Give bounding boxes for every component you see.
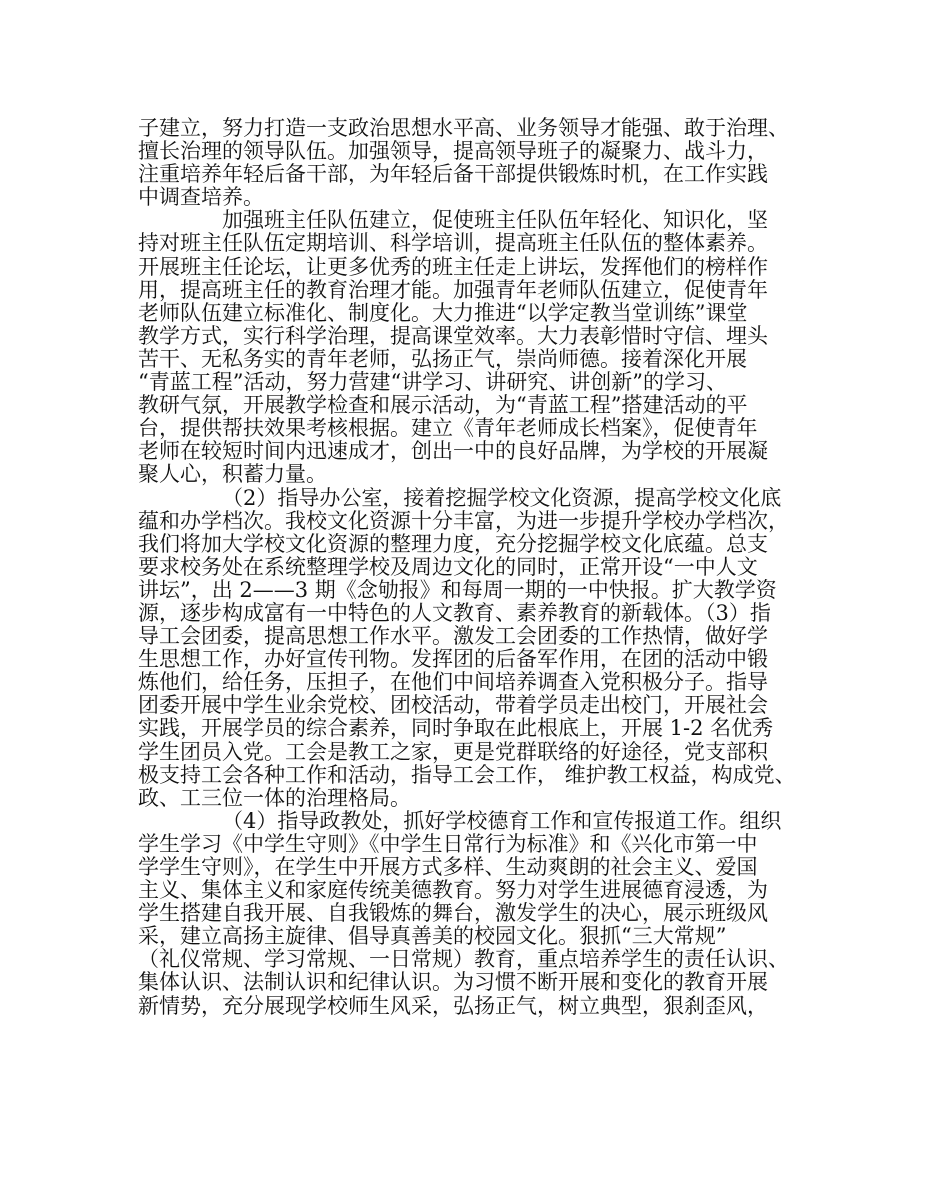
text-line: 台，提供帮扶效果考核根据。建立《青年老师成长档案》，促使青年: [138, 416, 758, 441]
text-line: 学生学习《中学生守则》《中学生日常行为标准》和《兴化市第一中: [138, 831, 758, 856]
text-line: 采，建立高扬主旋律、倡导真善美的校园文化。狠抓“三大常规”: [138, 924, 727, 949]
text-line: “青蓝工程”活动，努力营建“讲学习、讲研究、讲创新”的学习、: [138, 370, 727, 395]
text-line: 我们将加大学校文化资源的整理力度，充分挖掘学校文化底蕴。总支: [138, 531, 768, 556]
text-line: 政、工三位一体的治理格局。: [138, 785, 411, 810]
text-line: 开展班主任论坛，让更多优秀的班主任走上讲坛，发挥他们的榜样作: [138, 254, 768, 279]
text-line: 讲坛”，出 2——3 期《念劬报》和每周一期的一中快报。扩大教学资: [138, 577, 777, 602]
text-line: 学生团员入党。工会是教工之家，更是党群联络的好途径，党支部积: [138, 739, 768, 764]
text-line: 中调查培养。: [138, 185, 264, 210]
text-line: 教研气氛，开展教学检查和展示活动，为“青蓝工程”搭建活动的平: [138, 393, 748, 418]
text-line: 子建立，努力打造一支政治思想水平高、业务领导才能强、敢于治理、: [138, 116, 789, 140]
paragraph-first-line: 加强班主任队伍建立，促使班主任队伍年轻化、知识化，坚: [222, 208, 768, 233]
text-line: 新情势，充分展现学校师生风采，弘扬正气，树立典型，狠刹歪风，: [138, 993, 768, 1018]
text-line: 源，逐步构成富有一中特色的人文教育、素养教育的新载体。（3）指: [138, 600, 771, 625]
text-line: （礼仪常规、学习常规、一日常规）教育，重点培养学生的责任认识、: [138, 947, 789, 972]
text-line: 团委开展中学生业余党校、团校活动，带着学员走出校门，开展社会: [138, 693, 768, 718]
paragraph-first-line: （2）指导办公室，接着挖掘学校文化资源，提高学校文化底: [222, 485, 782, 510]
text-line: 要求校务处在系统整理学校及周边文化的同时，正常开设“一中人文: [138, 554, 758, 579]
text-line: 老师在较短时间内迅速成才，创出一中的良好品牌，为学校的开展凝: [138, 439, 768, 464]
text-line: 主义、集体主义和家庭传统美德教育。努力对学生进展德育浸透，为: [138, 878, 768, 903]
text-line: 持对班主任队伍定期培训、科学培训，提高班主任队伍的整体素养。: [138, 231, 768, 256]
text-line: 集体认识、法制认识和纪律认识。为习惯不断开展和变化的教育开展: [138, 970, 768, 995]
text-line: 用，提高班主任的教育治理才能。加强青年老师队伍建立，促使青年: [138, 277, 768, 302]
text-line: 实践，开展学员的综合素养，同时争取在此根底上，开展 1-2 名优秀: [138, 716, 774, 741]
text-line: 导工会团委，提高思想工作水平。激发工会团委的工作热情，做好学: [138, 624, 768, 649]
text-line: 学学生守则》，在学生中开展方式多样、生动爽朗的社会主义、爱国: [138, 855, 758, 879]
text-line: 炼他们，给任务，压担子，在他们中间培养调查入党积极分子。指导: [138, 670, 768, 695]
text-line: 教学方式，实行科学治理，提高课堂效率。大力表彰惜时守信、埋头: [138, 323, 768, 348]
text-line: 生思想工作，办好宣传刊物。发挥团的后备军作用，在团的活动中锻: [138, 647, 768, 672]
body-text: [138, 117, 828, 1018]
text-line: 注重培养年轻后备干部，为年轻后备干部提供锻炼时机，在工作实践: [138, 162, 768, 187]
text-line: 苦干、无私务实的青年老师，弘扬正气，崇尚师德。接着深化开展: [138, 346, 747, 371]
text-line: 聚人心，积蓄力量。: [138, 462, 327, 487]
paragraph-first-line: （4）指导政教处，抓好学校德育工作和宣传报道工作。组织: [222, 808, 782, 833]
text-line: 老师队伍建立标准化、制度化。大力推进“以学定教当堂训练”课堂: [138, 300, 748, 325]
text-line: 学生搭建自我开展、自我锻炼的舞台，激发学生的决心，展示班级风: [138, 901, 768, 926]
text-line: 擅长治理的领导队伍。加强领导，提高领导班子的凝聚力、战斗力，: [138, 139, 768, 164]
text-line: 极支持工会各种工作和活动，指导工会工作， 维护教工权益，构成党、: [138, 762, 796, 787]
text-line: 蕴和办学档次。我校文化资源十分丰富，为进一步提升学校办学档次，: [138, 508, 789, 533]
